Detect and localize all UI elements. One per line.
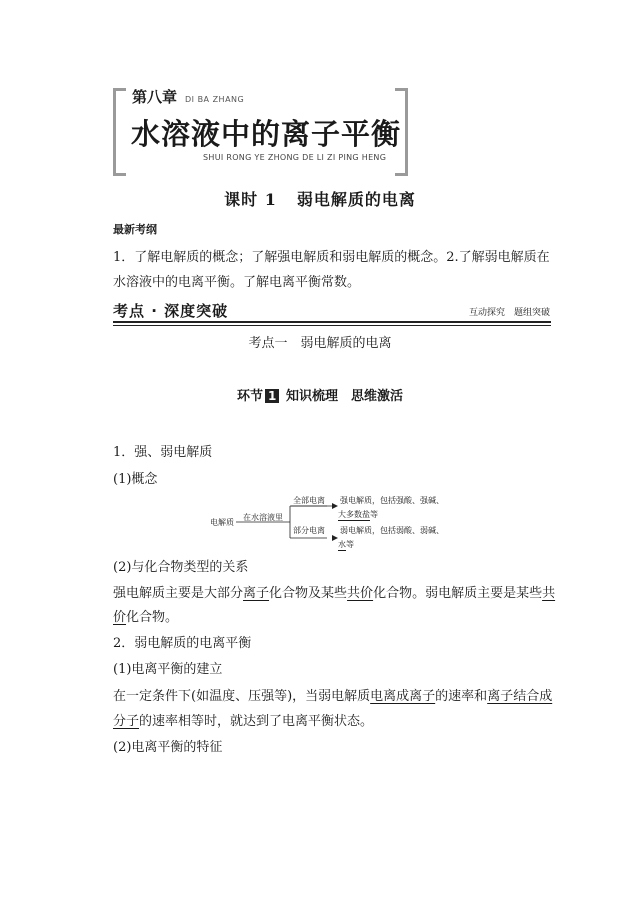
huanjie-prefix: 环节	[237, 389, 264, 404]
huanjie-number: 1	[265, 389, 279, 403]
lesson-label: 课时 1	[224, 190, 277, 209]
diagram-branch-strong: 全部电离	[293, 496, 325, 505]
s2-sub1: (1)电离平衡的建立	[113, 662, 223, 677]
chapter-number: 第八章	[132, 88, 178, 106]
chapter-pinyin: DI BA ZHANG	[185, 95, 245, 104]
s1-para-line1	[113, 582, 555, 601]
diagram-weak-line2	[338, 539, 354, 550]
chapter-title: 水溶液中的离子平衡	[131, 117, 402, 151]
section-rule-thin	[113, 325, 551, 326]
section-title: 考点 · 深度突破	[113, 302, 229, 320]
answer-blank: 共	[542, 586, 556, 601]
diagram-branch-weak: 部分电离	[293, 526, 325, 535]
diagram-strong-b: 大多数盐	[338, 510, 370, 519]
answer-blank: 离子结合成	[487, 689, 553, 704]
diagram-weak-b: 水	[338, 540, 346, 549]
text-span: 的速率和	[435, 689, 488, 704]
diagram-root: 电解质	[210, 518, 234, 527]
chapter-title-pinyin: SHUI RONG YE ZHONG DE LI ZI PING HENG	[203, 153, 387, 162]
s2-heading: 2．弱电解质的电离平衡	[113, 636, 252, 651]
s1-sub2: (2)与化合物类型的关系	[113, 560, 249, 575]
s1-sub1: (1)概念	[113, 472, 158, 487]
diagram-strong-c: 等	[370, 510, 378, 519]
section-subtitle: 互动探究 题组突破	[468, 308, 550, 318]
answer-blank: 离子	[243, 586, 270, 601]
kaodian-title: 考点一 弱电解质的电离	[248, 336, 392, 351]
s1-heading: 1．强、弱电解质	[113, 445, 213, 460]
left-bracket	[113, 88, 126, 176]
s2-para-line2	[113, 710, 373, 729]
text-span: 在一定条件下(如温度、压强等)，当弱电解质	[113, 689, 371, 704]
section-rule	[113, 321, 551, 323]
answer-blank: 共价	[347, 586, 374, 601]
text-span: 化合物及某些	[269, 586, 348, 601]
s2-para-line1	[113, 685, 552, 704]
text-span: 的速率相等时，就达到了电离平衡状态。	[139, 714, 374, 729]
answer-blank: 电离成离子	[370, 689, 436, 704]
lesson-title	[0, 187, 640, 210]
diagram-weak-a: 弱电解质，包括弱酸、弱碱、	[340, 526, 444, 535]
huanjie-suffix: 知识梳理 思维激活	[285, 389, 403, 404]
text-span: 强电解质主要是大部分	[113, 586, 244, 601]
text-span: 化合物。	[126, 610, 179, 625]
diagram-weak-c: 等	[346, 540, 354, 549]
outline-line-1: 1．了解电解质的概念；了解强电解质和弱电解质的概念。2.了解弱电解质在	[113, 250, 550, 265]
diagram-condition: 在水溶液里	[243, 513, 283, 522]
lesson-name: 弱电解质的电离	[296, 190, 416, 209]
s2-sub2: (2)电离平衡的特征	[113, 740, 223, 755]
text-span: 化合物。弱电解质主要是某些	[373, 586, 543, 601]
diagram-strong-a: 强电解质，包括强酸、强碱、	[340, 496, 444, 505]
huanjie-heading	[0, 385, 640, 404]
outline-heading: 最新考纲	[113, 223, 157, 236]
outline-line-2: 水溶液中的电离平衡。了解电离平衡常数。	[113, 275, 361, 290]
answer-blank: 分子	[113, 714, 140, 729]
s1-para-line2	[113, 606, 178, 625]
answer-blank: 价	[113, 610, 127, 625]
diagram-strong-line2	[338, 509, 378, 520]
